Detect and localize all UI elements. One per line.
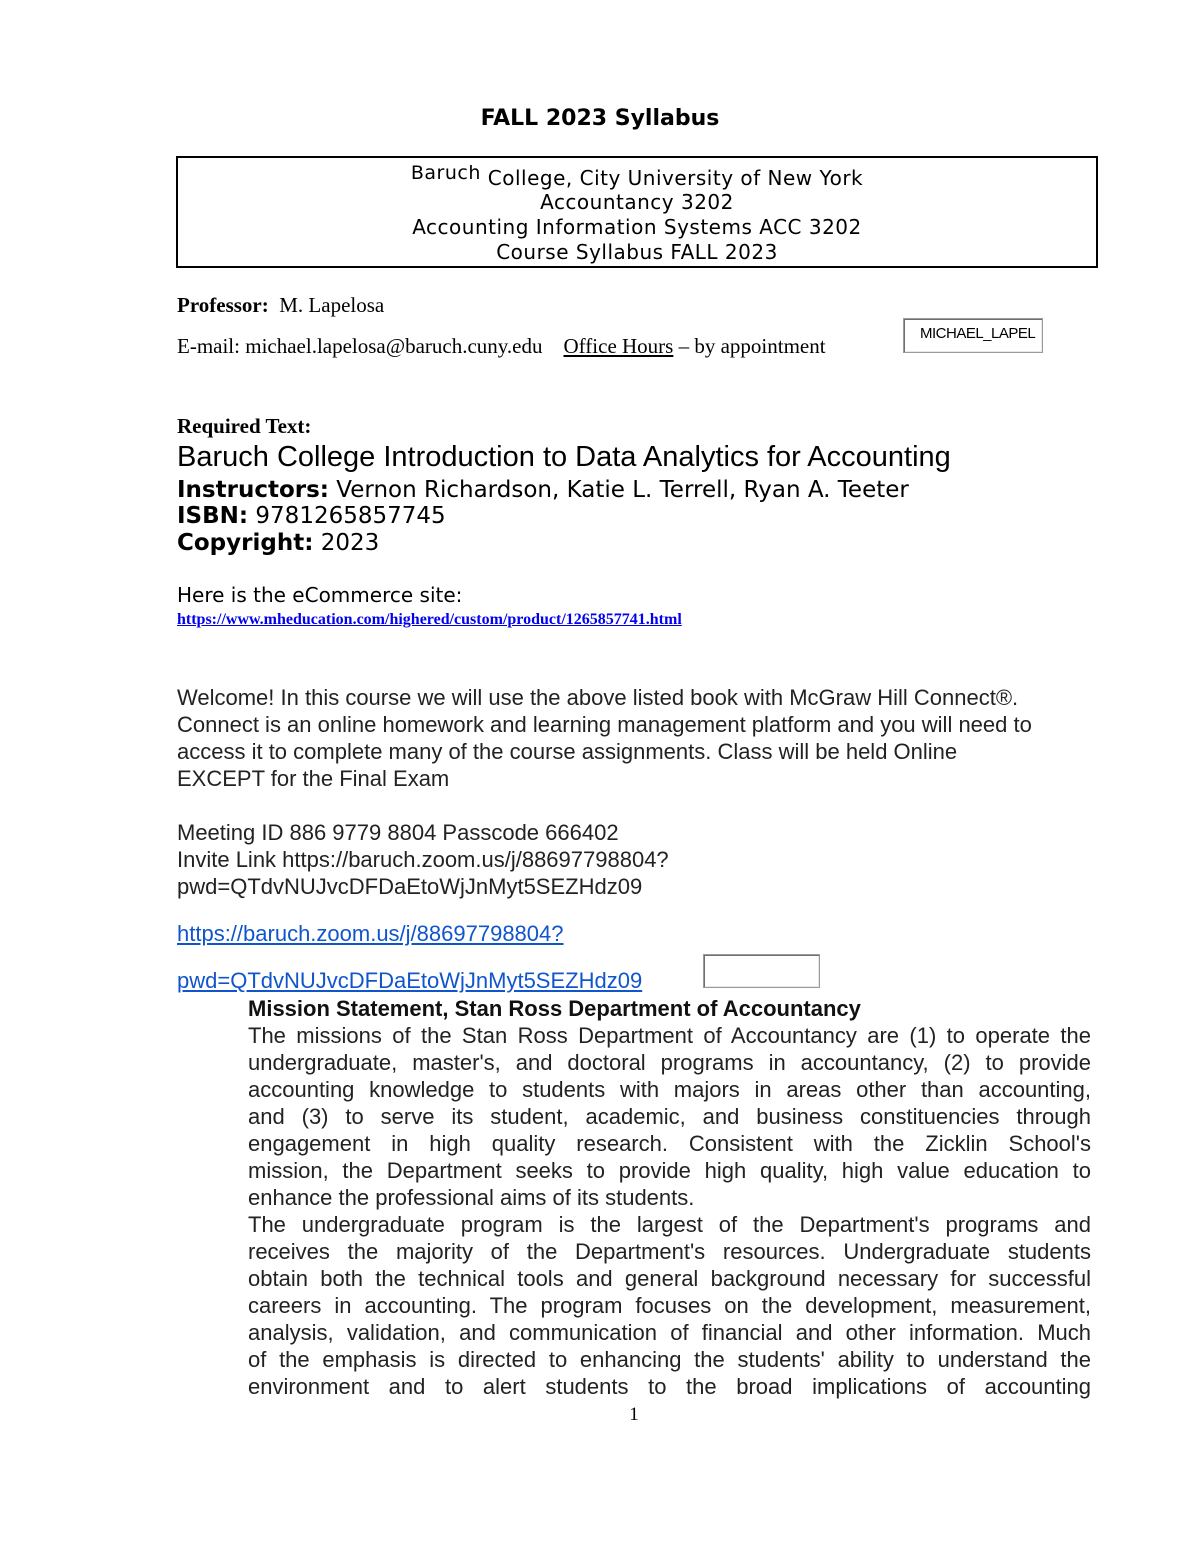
header-line-college [178, 162, 1096, 190]
professor-line [177, 293, 384, 318]
mission-text-line: and (3) to serve its student, academic, and business constituencies through [248, 1104, 1091, 1129]
name-form-field[interactable] [903, 318, 1043, 353]
instructors-line [177, 477, 909, 503]
header-college-prefix: Baruch [410, 162, 481, 184]
ecommerce-link[interactable]: https://www.mheducation.com/highered/custom/product/1265857741.html [177, 611, 682, 628]
office-hours-value: – by appointment [673, 334, 826, 358]
course-header-box [176, 156, 1098, 268]
isbn-line [177, 503, 446, 529]
copyright-line [177, 530, 379, 556]
welcome-line: Connect is an online homework and learning management platform and you will need to [177, 712, 1032, 737]
zoom-link[interactable]: https://baruch.zoom.us/j/88697798804? [177, 921, 564, 946]
instructors-label: Instructors: [177, 477, 329, 503]
header-line-course: Accounting Information Systems ACC 3202 [412, 215, 862, 239]
welcome-line: access it to complete many of the course assignments. Class will be held Online [177, 739, 958, 764]
mission-text-line: careers in accounting. The program focuses on the development, measurement, [248, 1293, 1091, 1318]
header-line-syllabus: Course Syllabus FALL 2023 [496, 240, 778, 264]
welcome-line: EXCEPT for the Final Exam [177, 766, 450, 791]
email-text: E-mail: michael.lapelosa@baruch.cuny.edu [177, 334, 543, 358]
mission-text-line: The undergraduate program is the largest of the Department's programs and [248, 1212, 1091, 1237]
mission-text-line: receives the majority of the Department's resources. Undergraduate students [248, 1239, 1091, 1264]
mission-text-line: The missions of the Stan Ross Department of Accountancy are (1) to operate the [248, 1023, 1091, 1048]
instructors-value: Vernon Richardson, Katie L. Terrell, Ryan A. Teeter [329, 477, 909, 503]
mission-text-line: obtain both the technical tools and general background necessary for successful [248, 1266, 1091, 1291]
book-title: Baruch College Introduction to Data Analytics for Accounting [177, 441, 951, 473]
empty-form-field[interactable] [703, 954, 820, 988]
mission-text-line: undergraduate, master's, and doctoral programs in accountancy, (2) to provide [248, 1050, 1091, 1075]
required-text-label: Required Text: [177, 414, 312, 438]
mission-text-line: engagement in high quality research. Consistent with the Zicklin School's [248, 1131, 1091, 1156]
welcome-line: Welcome! In this course we will use the above listed book with McGraw Hill Connect®. [177, 685, 1019, 710]
page-title: FALL 2023 Syllabus [480, 106, 720, 131]
meeting-line: pwd=QTdvNUJvcDFDaEtoWjJnMyt5SEZHdz09 [177, 874, 643, 899]
meeting-line: Meeting ID 886 9779 8804 Passcode 666402 [177, 820, 619, 845]
mission-title: Mission Statement, Stan Ross Department of Accountancy [248, 996, 861, 1021]
header-line-department: Accountancy 3202 [540, 190, 734, 214]
page-number: 1 [629, 1404, 639, 1425]
mission-text-line: accounting knowledge to students with majors in areas other than accounting, [248, 1077, 1091, 1102]
mission-text-line: environment and to alert students to the broad implications of accounting [248, 1374, 1091, 1399]
professor-label: Professor: [177, 293, 269, 317]
zoom-link-continued[interactable]: pwd=QTdvNUJvcDFDaEtoWjJnMyt5SEZHdz09 [177, 968, 643, 993]
isbn-value: 9781265857745 [248, 503, 446, 529]
form-field-text: MICHAEL_LAPEL [920, 325, 1036, 342]
mission-text-line: mission, the Department seeks to provide high quality, high value education to [248, 1158, 1091, 1183]
mission-text-line: analysis, validation, and communication of financial and other information. Much [248, 1320, 1091, 1345]
ecommerce-label: Here is the eCommerce site: [177, 583, 463, 607]
meeting-line: Invite Link https://baruch.zoom.us/j/88697798804? [177, 847, 669, 872]
email-line [177, 334, 826, 359]
isbn-label: ISBN: [177, 503, 249, 529]
mission-text-line: of the emphasis is directed to enhancing the students' ability to understand the [248, 1347, 1091, 1372]
copyright-label: Copyright: [177, 530, 314, 556]
office-hours-label: Office Hours [563, 334, 674, 358]
mission-text-line: enhance the professional aims of its students. [248, 1185, 695, 1210]
copyright-value: 2023 [313, 530, 380, 556]
header-college-rest: College, City University of New York [480, 166, 864, 190]
professor-name: M. Lapelosa [279, 293, 385, 317]
